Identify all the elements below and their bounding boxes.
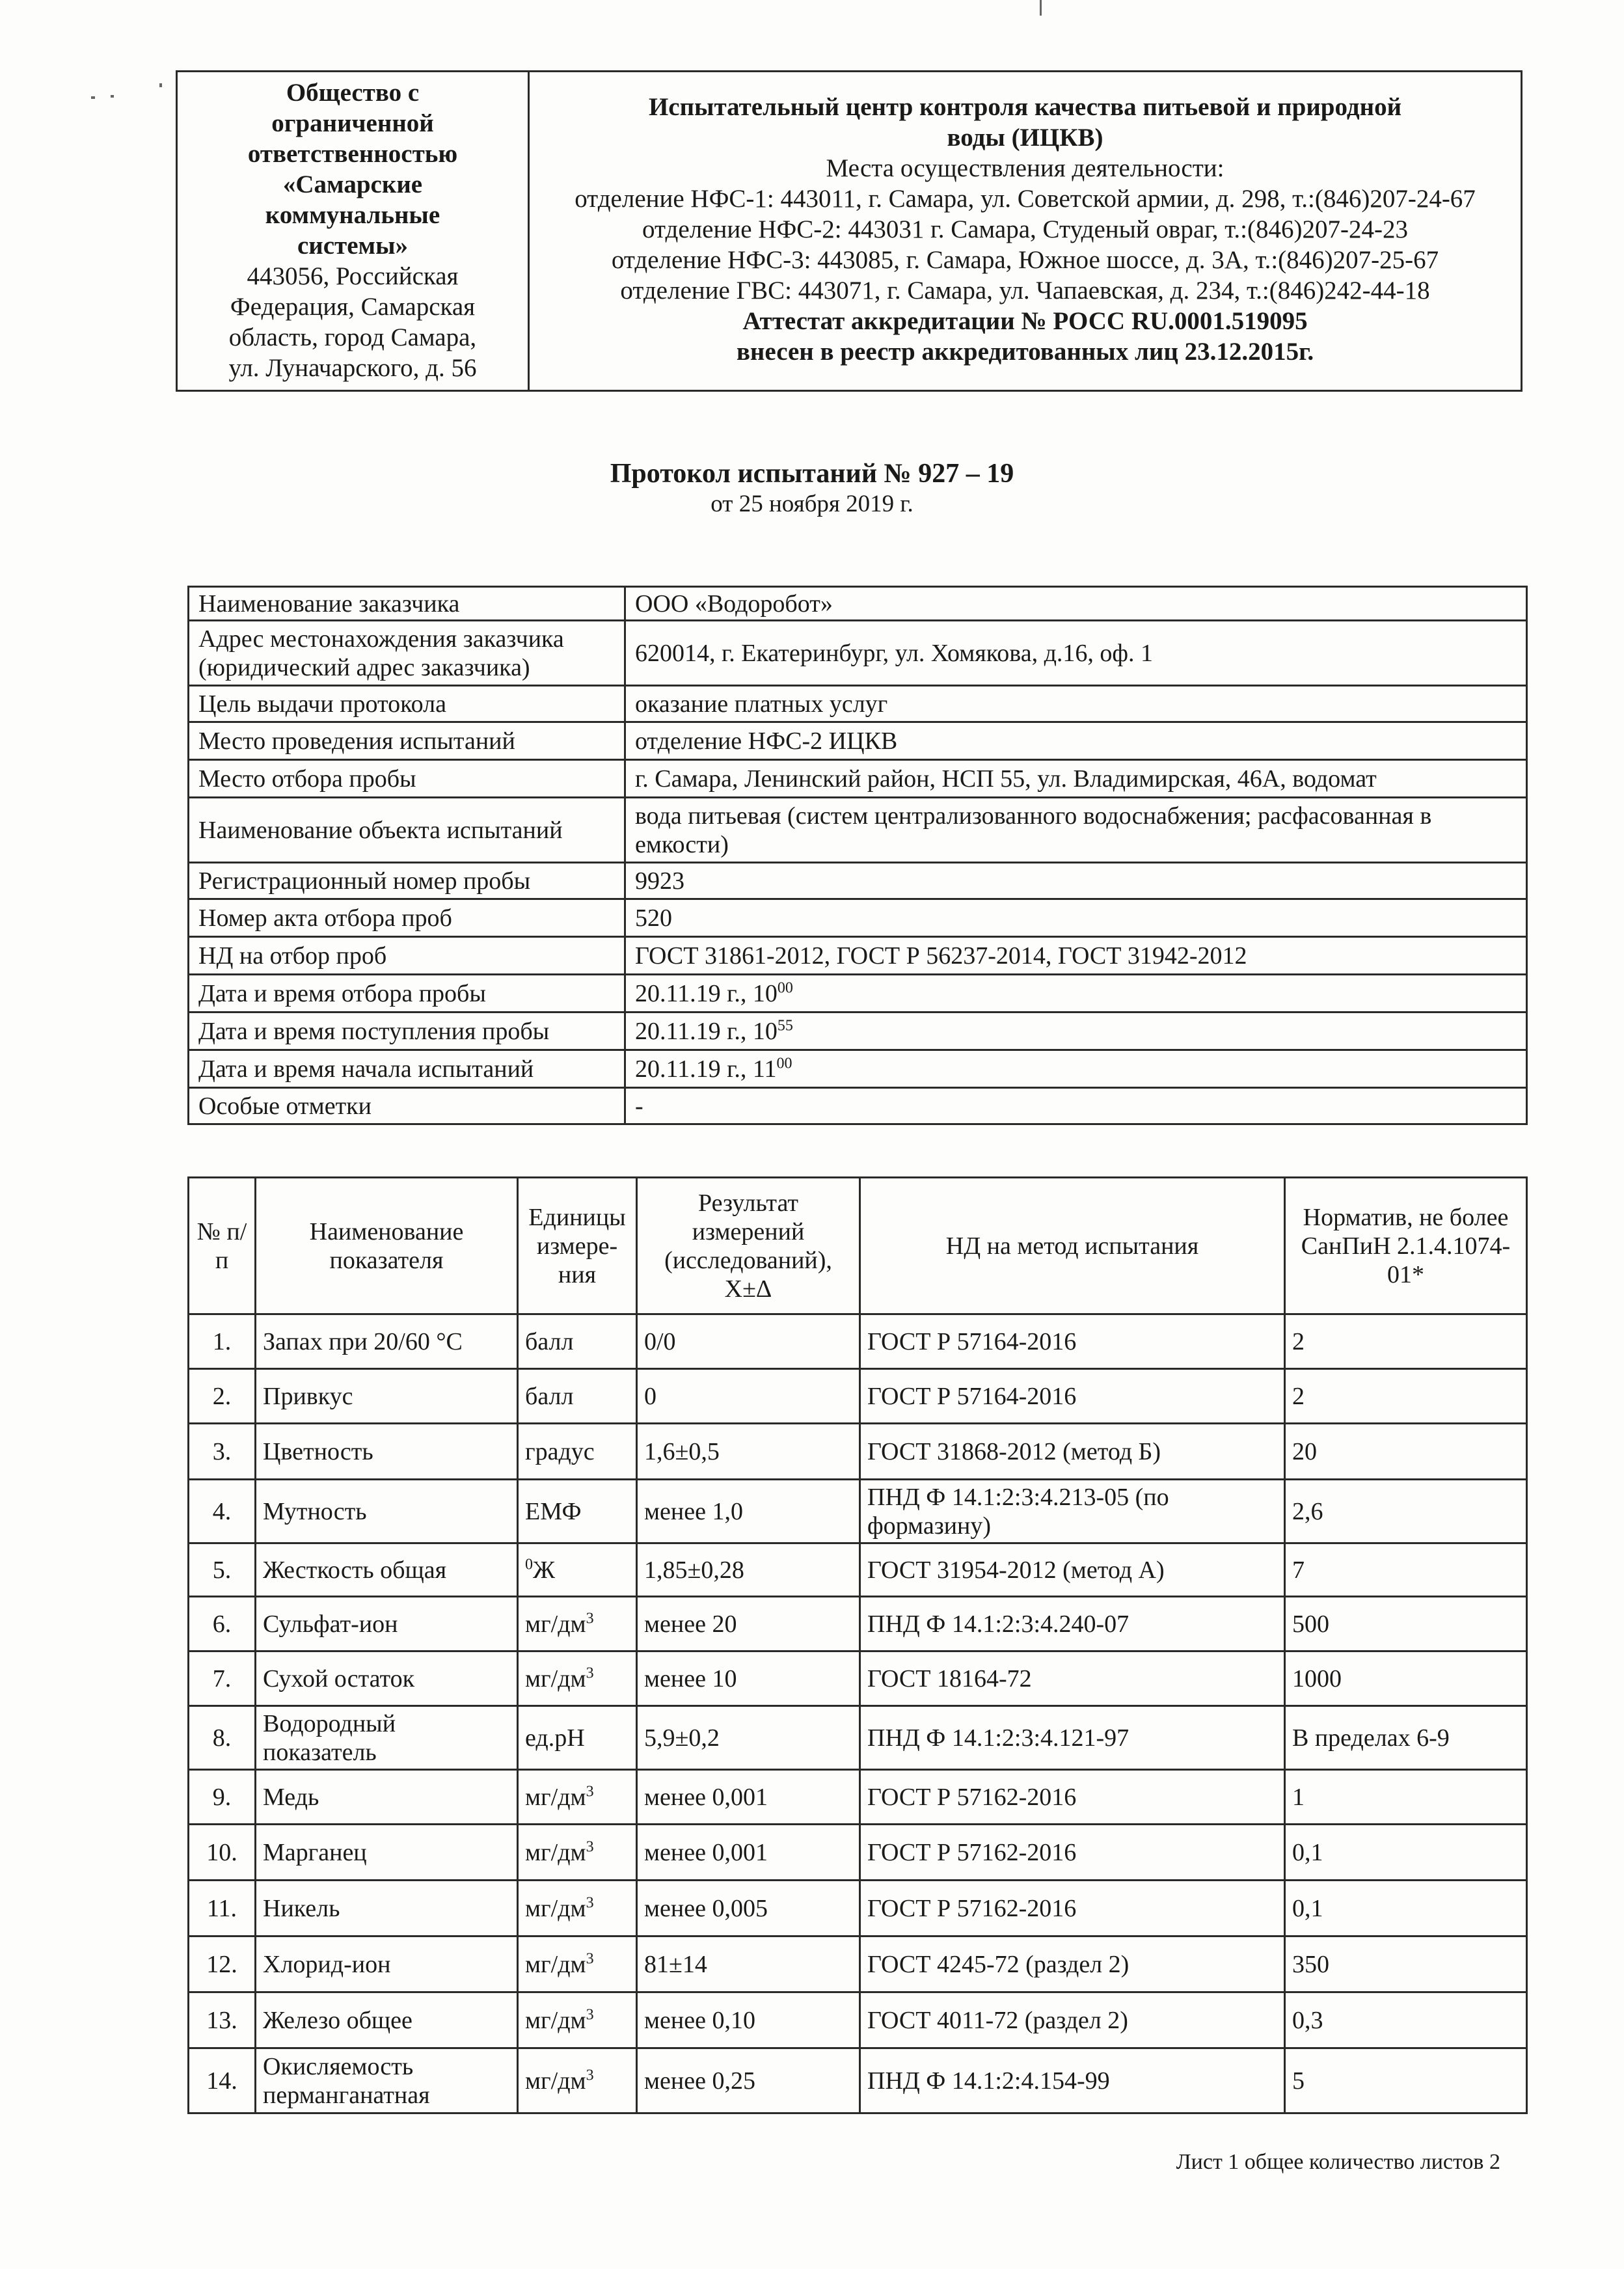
unit-text: мг/дм bbox=[525, 1950, 586, 1978]
org-name-line: коммунальные bbox=[265, 201, 440, 229]
test-method: ПНД Ф 14.1:2:3:4.213-05 (по формазину) bbox=[860, 1480, 1285, 1543]
row-number: 10. bbox=[189, 1825, 256, 1881]
table-row bbox=[189, 1369, 1527, 1424]
unit-text: мг/дм bbox=[525, 1783, 586, 1811]
org-name-line: системы» bbox=[297, 232, 409, 260]
indicator-name: Марганец bbox=[256, 1825, 518, 1881]
unit-text: мг/дм bbox=[525, 1664, 586, 1692]
row-number: 2. bbox=[189, 1369, 256, 1424]
center-title-line: Испытательный центр контроля качества питьевой и природной bbox=[648, 93, 1402, 121]
info-row bbox=[189, 686, 1527, 722]
info-value-text: 20.11.19 г., 11 bbox=[635, 1055, 777, 1083]
indicator-name: Железо общее bbox=[256, 1992, 518, 2048]
norm-value: 5 bbox=[1285, 2048, 1527, 2113]
info-value: оказание платных услуг bbox=[625, 686, 1527, 722]
unit bbox=[518, 1992, 637, 2048]
unit-text: мг/дм bbox=[525, 1838, 586, 1866]
unit-power: 3 bbox=[586, 1782, 594, 1800]
table-row bbox=[189, 1314, 1527, 1369]
info-key: Место отбора пробы bbox=[189, 760, 625, 798]
org-name-line: «Самарские bbox=[282, 170, 423, 198]
header-table bbox=[176, 70, 1522, 392]
unit bbox=[518, 1936, 637, 1992]
norm-value: В пределах 6-9 bbox=[1285, 1706, 1527, 1770]
table-row bbox=[189, 1881, 1527, 1936]
row-number: 7. bbox=[189, 1651, 256, 1706]
table-row bbox=[189, 2048, 1527, 2113]
result-value: менее 0,25 bbox=[637, 2048, 860, 2113]
table-row bbox=[189, 1597, 1527, 1651]
indicator-name: Мутность bbox=[256, 1480, 518, 1543]
info-value bbox=[625, 1012, 1527, 1050]
test-method: ГОСТ Р 57162-2016 bbox=[860, 1881, 1285, 1936]
unit-degree: 0 bbox=[525, 1555, 533, 1573]
table-row bbox=[189, 1706, 1527, 1770]
table-row bbox=[189, 1992, 1527, 2048]
test-method: ГОСТ 31954-2012 (метод А) bbox=[860, 1543, 1285, 1597]
org-name-line: ограниченной bbox=[271, 109, 434, 137]
result-value: менее 0,005 bbox=[637, 1881, 860, 1936]
info-value: отделение НФС-2 ИЦКВ bbox=[625, 722, 1527, 760]
test-method: ГОСТ 18164-72 bbox=[860, 1651, 1285, 1706]
info-key: Адрес местонахождения заказчика (юридический адрес заказчика) bbox=[189, 621, 625, 686]
info-row bbox=[189, 975, 1527, 1012]
test-method: ГОСТ 4011-72 (раздел 2) bbox=[860, 1992, 1285, 2048]
info-value: - bbox=[625, 1088, 1527, 1124]
info-row bbox=[189, 1012, 1527, 1050]
indicator-name: Никель bbox=[256, 1881, 518, 1936]
info-row bbox=[189, 937, 1527, 975]
row-number: 12. bbox=[189, 1936, 256, 1992]
unit: ед.pH bbox=[518, 1706, 637, 1770]
result-value: менее 1,0 bbox=[637, 1480, 860, 1543]
info-row bbox=[189, 1088, 1527, 1124]
row-number: 3. bbox=[189, 1424, 256, 1480]
norm-value: 7 bbox=[1285, 1543, 1527, 1597]
org-address-line: Федерация, Самарская bbox=[230, 293, 476, 321]
row-number: 13. bbox=[189, 1992, 256, 2048]
table-row bbox=[189, 1936, 1527, 1992]
norm-value: 500 bbox=[1285, 1597, 1527, 1651]
protocol-title: Протокол испытаний № 927 – 19 bbox=[610, 459, 1014, 489]
info-key: Дата и время отбора пробы bbox=[189, 975, 625, 1012]
unit-power: 3 bbox=[586, 1894, 594, 1911]
info-key: Особые отметки bbox=[189, 1088, 625, 1124]
unit: ЕМФ bbox=[518, 1480, 637, 1543]
row-number: 4. bbox=[189, 1480, 256, 1543]
info-value bbox=[625, 975, 1527, 1012]
test-method: ПНД Ф 14.1:2:3:4.121-97 bbox=[860, 1706, 1285, 1770]
unit-power: 3 bbox=[586, 2005, 594, 2023]
info-value: ООО «Водоробот» bbox=[625, 587, 1527, 621]
unit-text: мг/дм bbox=[525, 1610, 586, 1638]
info-row bbox=[189, 760, 1527, 798]
info-value-text: 20.11.19 г., 10 bbox=[635, 979, 778, 1007]
test-method: ГОСТ Р 57164-2016 bbox=[860, 1314, 1285, 1369]
time-minutes: 55 bbox=[777, 1016, 793, 1034]
info-value: вода питьевая (систем централизованного водоснабжения; расфасованная в емкости) bbox=[625, 798, 1527, 863]
info-value: ГОСТ 31861-2012, ГОСТ Р 56237-2014, ГОСТ 31942-2012 bbox=[625, 937, 1527, 975]
norm-value: 2,6 bbox=[1285, 1480, 1527, 1543]
result-value: 0/0 bbox=[637, 1314, 860, 1369]
result-value: менее 10 bbox=[637, 1651, 860, 1706]
info-key: Дата и время поступления пробы bbox=[189, 1012, 625, 1050]
results-header-row bbox=[189, 1178, 1527, 1314]
center-title-line: воды (ИЦКВ) bbox=[947, 124, 1103, 152]
indicator-name: Водородный показатель bbox=[256, 1706, 518, 1770]
info-value-text: 20.11.19 г., 10 bbox=[635, 1017, 778, 1045]
protocol-date: от 25 ноября 2019 г. bbox=[710, 491, 914, 517]
result-value: 81±14 bbox=[637, 1936, 860, 1992]
test-method: ГОСТ Р 57162-2016 bbox=[860, 1825, 1285, 1881]
info-key: НД на отбор проб bbox=[189, 937, 625, 975]
col-header-indicator: Наименование показателя bbox=[256, 1178, 518, 1314]
unit-power: 3 bbox=[586, 1950, 594, 1967]
scan-mark bbox=[91, 96, 95, 99]
table-row bbox=[189, 1825, 1527, 1881]
scan-mark bbox=[111, 95, 114, 98]
unit-power: 3 bbox=[586, 2066, 594, 2084]
unit-text: мг/дм bbox=[525, 1894, 586, 1922]
department-line: отделение НФС-1: 443011, г. Самара, ул. Советской армии, д. 298, т.:(846)207-24-67 bbox=[575, 185, 1476, 213]
indicator-name: Жесткость общая bbox=[256, 1543, 518, 1597]
row-number: 9. bbox=[189, 1770, 256, 1825]
page-counter: Лист 1 общее количество листов 2 bbox=[1176, 2150, 1500, 2174]
info-value: г. Самара, Ленинский район, НСП 55, ул. Владимирская, 46А, водомат bbox=[625, 760, 1527, 798]
row-number: 6. bbox=[189, 1597, 256, 1651]
unit-text: мг/дм bbox=[525, 2006, 586, 2034]
unit bbox=[518, 2048, 637, 2113]
info-row bbox=[189, 722, 1527, 760]
info-key: Номер акта отбора проб bbox=[189, 899, 625, 937]
result-value: 1,6±0,5 bbox=[637, 1424, 860, 1480]
test-method: ПНД Ф 14.1:2:3:4.240-07 bbox=[860, 1597, 1285, 1651]
info-key: Наименование объекта испытаний bbox=[189, 798, 625, 863]
results-table bbox=[187, 1176, 1528, 2114]
info-row bbox=[189, 899, 1527, 937]
result-value: менее 0,001 bbox=[637, 1825, 860, 1881]
result-value: менее 0,10 bbox=[637, 1992, 860, 2048]
indicator-name: Сухой остаток bbox=[256, 1651, 518, 1706]
norm-value: 1 bbox=[1285, 1770, 1527, 1825]
indicator-name: Цветность bbox=[256, 1424, 518, 1480]
result-value: 5,9±0,2 bbox=[637, 1706, 860, 1770]
indicator-name: Привкус bbox=[256, 1369, 518, 1424]
time-minutes: 00 bbox=[777, 979, 793, 996]
test-method: ГОСТ 4245-72 (раздел 2) bbox=[860, 1936, 1285, 1992]
info-value: 620014, г. Екатеринбург, ул. Хомякова, д.16, оф. 1 bbox=[625, 621, 1527, 686]
accreditation-line: Аттестат аккредитации № РОСС RU.0001.519095 bbox=[742, 307, 1308, 335]
unit bbox=[518, 1770, 637, 1825]
test-method: ГОСТ Р 57162-2016 bbox=[860, 1770, 1285, 1825]
unit-power: 3 bbox=[586, 1838, 594, 1855]
department-line: отделение НФС-2: 443031 г. Самара, Студеный овраг, т.:(846)207-24-23 bbox=[642, 215, 1408, 243]
accreditation-line: внесен в реестр аккредитованных лиц 23.12.2015г. bbox=[736, 338, 1314, 366]
unit bbox=[518, 1825, 637, 1881]
org-address-line: ул. Луначарского, д. 56 bbox=[228, 354, 477, 382]
row-number: 5. bbox=[189, 1543, 256, 1597]
norm-value: 2 bbox=[1285, 1369, 1527, 1424]
scan-mark bbox=[159, 83, 162, 87]
time-minutes: 00 bbox=[776, 1054, 792, 1072]
org-address-line: 443056, Российская bbox=[247, 262, 459, 290]
unit: балл bbox=[518, 1314, 637, 1369]
indicator-name: Окисляемость перманганатная bbox=[256, 2048, 518, 2113]
test-method: ГОСТ 31868-2012 (метод Б) bbox=[860, 1424, 1285, 1480]
info-key: Регистрационный номер пробы bbox=[189, 863, 625, 899]
test-method: ПНД Ф 14.1:2:4.154-99 bbox=[860, 2048, 1285, 2113]
info-key: Место проведения испытаний bbox=[189, 722, 625, 760]
organization-cell bbox=[177, 72, 529, 391]
unit: балл bbox=[518, 1369, 637, 1424]
department-line: отделение НФС-3: 443085, г. Самара, Южное шоссе, д. 3А, т.:(846)207-25-67 bbox=[611, 246, 1439, 274]
table-row bbox=[189, 1651, 1527, 1706]
indicator-name: Сульфат-ион bbox=[256, 1597, 518, 1651]
result-value: 1,85±0,28 bbox=[637, 1543, 860, 1597]
norm-value: 1000 bbox=[1285, 1651, 1527, 1706]
norm-value: 20 bbox=[1285, 1424, 1527, 1480]
unit bbox=[518, 1597, 637, 1651]
norm-value: 0,1 bbox=[1285, 1825, 1527, 1881]
result-value: менее 0,001 bbox=[637, 1770, 860, 1825]
col-header-norm: Норматив, не более СанПиН 2.1.4.1074-01* bbox=[1285, 1178, 1527, 1314]
col-header-number: № п/п bbox=[189, 1178, 256, 1314]
table-row bbox=[189, 1424, 1527, 1480]
result-value: 0 bbox=[637, 1369, 860, 1424]
indicator-name: Хлорид-ион bbox=[256, 1936, 518, 1992]
col-header-result: Результат измерений (исследований), Х±Δ bbox=[637, 1178, 860, 1314]
info-row bbox=[189, 798, 1527, 863]
result-value: менее 20 bbox=[637, 1597, 860, 1651]
unit-power: 3 bbox=[586, 1609, 594, 1627]
norm-value: 0,3 bbox=[1285, 1992, 1527, 2048]
table-row bbox=[189, 1543, 1527, 1597]
info-value bbox=[625, 1050, 1527, 1088]
info-value: 520 bbox=[625, 899, 1527, 937]
info-key: Наименование заказчика bbox=[189, 587, 625, 621]
test-method: ГОСТ Р 57164-2016 bbox=[860, 1369, 1285, 1424]
col-header-method: НД на метод испытания bbox=[860, 1178, 1285, 1314]
unit-text: мг/дм bbox=[525, 2067, 586, 2095]
unit-power: 3 bbox=[586, 1664, 594, 1681]
table-row bbox=[189, 1480, 1527, 1543]
table-row bbox=[189, 1770, 1527, 1825]
info-row bbox=[189, 1050, 1527, 1088]
info-key: Дата и время начала испытаний bbox=[189, 1050, 625, 1088]
places-label: Места осуществления деятельности: bbox=[826, 154, 1225, 182]
info-row bbox=[189, 587, 1527, 621]
row-number: 14. bbox=[189, 2048, 256, 2113]
org-address-line: область, город Самара, bbox=[228, 323, 477, 351]
norm-value: 2 bbox=[1285, 1314, 1527, 1369]
org-name-line: ответственностью bbox=[247, 140, 458, 168]
col-header-unit: Единицы измере-ния bbox=[518, 1178, 637, 1314]
norm-value: 350 bbox=[1285, 1936, 1527, 1992]
unit-text: Ж bbox=[533, 1556, 556, 1584]
unit bbox=[518, 1543, 637, 1597]
sample-info-table bbox=[187, 586, 1528, 1125]
test-center-cell bbox=[529, 72, 1522, 391]
info-value: 9923 bbox=[625, 863, 1527, 899]
unit bbox=[518, 1651, 637, 1706]
unit: градус bbox=[518, 1424, 637, 1480]
row-number: 8. bbox=[189, 1706, 256, 1770]
row-number: 11. bbox=[189, 1881, 256, 1936]
indicator-name: Медь bbox=[256, 1770, 518, 1825]
department-line: отделение ГВС: 443071, г. Самара, ул. Чапаевская, д. 234, т.:(846)242-44-18 bbox=[620, 277, 1430, 305]
info-row bbox=[189, 621, 1527, 686]
org-name-line: Общество с bbox=[286, 79, 420, 107]
info-row bbox=[189, 863, 1527, 899]
norm-value: 0,1 bbox=[1285, 1881, 1527, 1936]
row-number: 1. bbox=[189, 1314, 256, 1369]
indicator-name: Запах при 20/60 °С bbox=[256, 1314, 518, 1369]
unit bbox=[518, 1881, 637, 1936]
scan-mark bbox=[1040, 0, 1042, 16]
info-key: Цель выдачи протокола bbox=[189, 686, 625, 722]
